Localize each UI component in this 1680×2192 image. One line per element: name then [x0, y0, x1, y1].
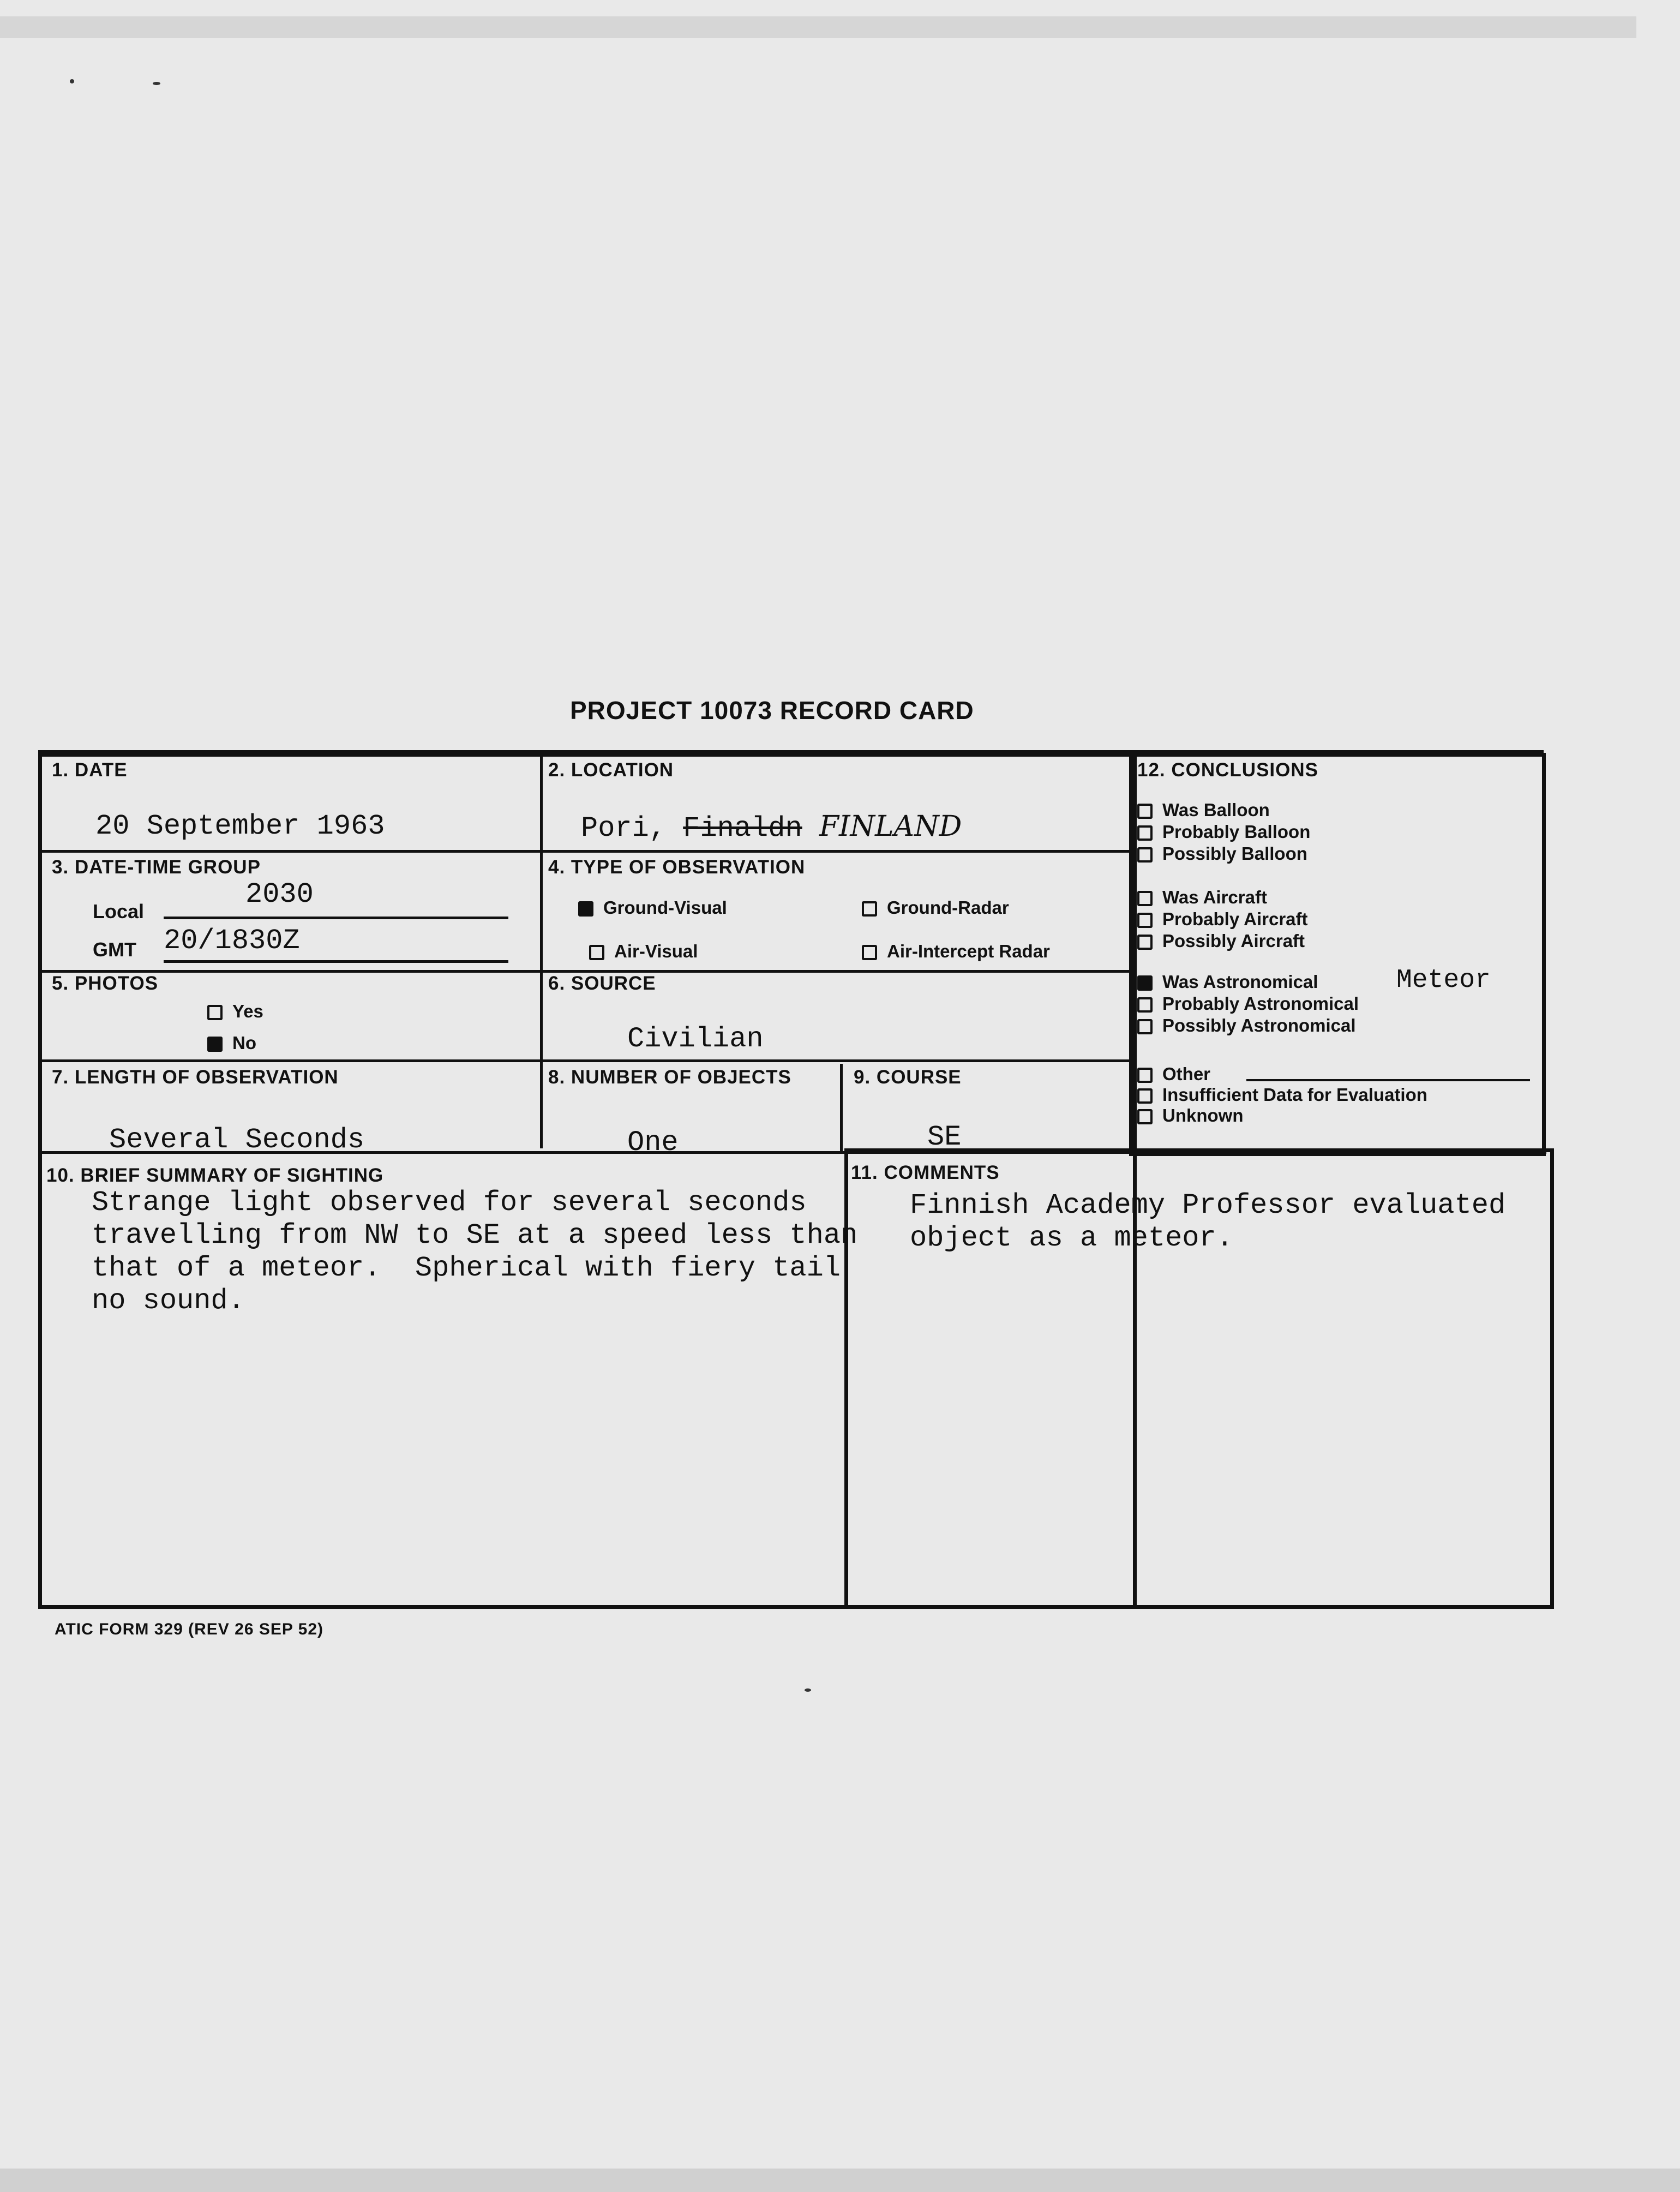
length-label: 7. LENGTH OF OBSERVATION	[52, 1067, 339, 1088]
grid-divider	[540, 756, 543, 1148]
checkbox-icon	[1137, 935, 1153, 950]
location-handwritten: FINLAND	[819, 810, 962, 843]
comments-label: 11. COMMENTS	[851, 1162, 1000, 1183]
checkbox-icon	[1137, 1068, 1153, 1083]
summary-line: no sound.	[92, 1285, 245, 1317]
checkbox-checked-icon	[1137, 975, 1153, 991]
local-underline	[164, 917, 508, 919]
local-label: Local	[93, 900, 145, 923]
local-value: 2030	[245, 878, 314, 911]
checkbox-icon	[1137, 891, 1153, 906]
conclusions-group-other: Other Insufficient Data for Evaluation Unknown	[1137, 1064, 1427, 1126]
scan-speck	[153, 82, 160, 85]
comments-text	[910, 1189, 1505, 1255]
grid-divider	[840, 1064, 843, 1151]
other-underline	[1246, 1079, 1530, 1081]
location-label: 2. LOCATION	[548, 759, 674, 781]
checkbox-icon	[207, 1005, 223, 1020]
summary-label: 10. BRIEF SUMMARY OF SIGHTING	[46, 1165, 384, 1186]
conclusions-label: 12. CONCLUSIONS	[1137, 759, 1318, 781]
objects-label: 8. NUMBER OF OBJECTS	[548, 1067, 791, 1088]
checkbox-icon	[1137, 825, 1153, 841]
card-title: PROJECT 10073 RECORD CARD	[570, 696, 974, 724]
grid-divider	[41, 1059, 1129, 1062]
date-value: 20 September 1963	[95, 810, 385, 842]
length-value: Several Seconds	[109, 1124, 365, 1156]
option-air-visual: Air-Visual	[589, 941, 698, 962]
conclusions-group-balloon: Was Balloon Probably Balloon Possibly Balloon	[1137, 799, 1310, 865]
conclusions-group-astronomical: Was Astronomical Probably Astronomical Possibly Astronomical	[1137, 971, 1359, 1037]
course-label: 9. COURSE	[854, 1067, 962, 1088]
location-value	[581, 810, 962, 845]
scan-speck	[805, 1688, 811, 1692]
datetime-label: 3. DATE-TIME GROUP	[52, 857, 261, 878]
astronomical-note: Meteor	[1396, 966, 1491, 995]
location-city: Pori,	[581, 812, 667, 845]
comments-line: object as a meteor.	[910, 1222, 1233, 1254]
grid-divider	[41, 850, 1129, 853]
gmt-underline	[164, 960, 508, 963]
comments-line: Finnish Academy Professor evaluated	[910, 1189, 1506, 1221]
photos-no: No	[207, 1033, 256, 1053]
summary-line: that of a meteor. Spherical with fiery tail	[92, 1252, 841, 1284]
source-label: 6. SOURCE	[548, 973, 656, 994]
form-footer: ATIC FORM 329 (REV 26 SEP 52)	[55, 1620, 324, 1638]
summary-text	[92, 1187, 857, 1317]
gmt-label: GMT	[93, 938, 136, 961]
checkbox-icon	[1137, 997, 1153, 1013]
observation-type-label: 4. TYPE OF OBSERVATION	[548, 857, 806, 878]
option-ground-radar: Ground-Radar	[862, 897, 1009, 918]
checkbox-checked-icon	[207, 1037, 223, 1052]
date-label: 1. DATE	[52, 759, 128, 781]
source-value: Civilian	[627, 1023, 764, 1055]
gmt-value: 20/1830Z	[164, 925, 300, 957]
location-struck-text: Finaldn	[683, 812, 802, 845]
checkbox-icon	[1137, 913, 1153, 928]
checkbox-icon	[1137, 1088, 1153, 1104]
option-air-intercept-radar: Air-Intercept Radar	[862, 941, 1050, 962]
checkbox-icon	[1137, 804, 1153, 819]
checkbox-icon	[1137, 1109, 1153, 1124]
photos-label: 5. PHOTOS	[52, 973, 159, 994]
checkbox-checked-icon	[578, 901, 593, 917]
objects-value: One	[627, 1127, 679, 1159]
scan-bottom-band	[0, 2169, 1680, 2192]
summary-line: travelling from NW to SE at a speed less than	[92, 1219, 858, 1251]
scan-speck	[70, 79, 74, 83]
summary-line: Strange light observed for several seconds	[92, 1187, 807, 1219]
checkbox-icon	[862, 945, 877, 960]
conclusions-group-aircraft: Was Aircraft Probably Aircraft Possibly Aircraft	[1137, 887, 1308, 952]
course-value: SE	[927, 1121, 962, 1153]
option-ground-visual: Ground-Visual	[578, 897, 727, 918]
photos-yes: Yes	[207, 1001, 263, 1022]
scan-top-band	[0, 16, 1636, 38]
checkbox-icon	[862, 901, 877, 917]
checkbox-icon	[589, 945, 604, 960]
checkbox-icon	[1137, 1019, 1153, 1034]
checkbox-icon	[1137, 847, 1153, 863]
